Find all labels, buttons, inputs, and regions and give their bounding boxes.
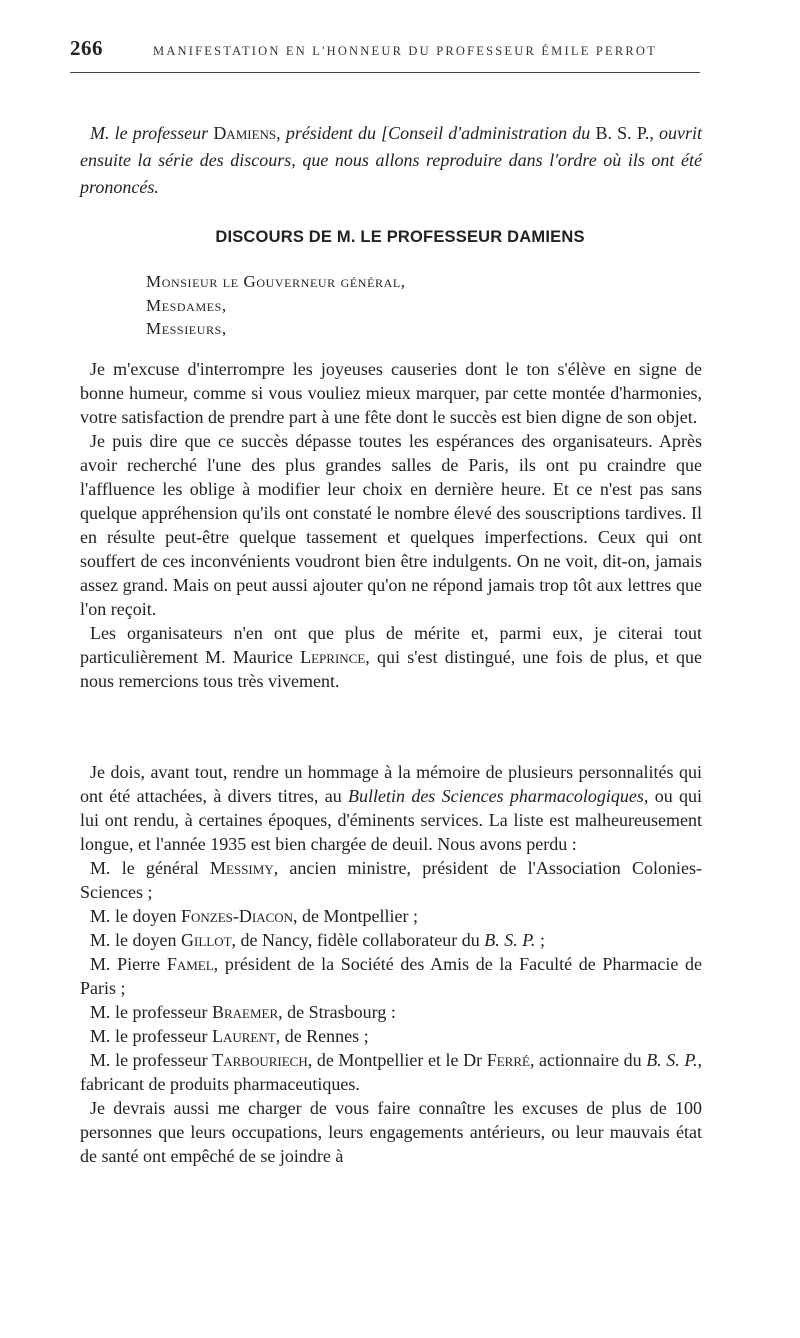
person-description: , ancien ministre, président de l'Association Colonies-Sciences ;	[80, 858, 702, 902]
paragraph-4-journal: Bulletin des Sciences pharmacologiques	[348, 786, 644, 806]
person-name: Famel	[166, 954, 214, 974]
person-end: ;	[535, 930, 545, 950]
person-prefix: M. Pierre	[90, 954, 161, 974]
salutation-line-2: Mesdames,	[146, 295, 227, 315]
person-description: , de Montpellier et le	[307, 1050, 459, 1070]
list-item	[80, 952, 702, 1000]
person-description: , de Nancy, fidèle collaborateur du	[231, 930, 480, 950]
person-prefix: M. le professeur	[90, 1002, 208, 1022]
person-prefix: M. le professeur	[90, 1026, 208, 1046]
paragraph-5: Je devrais aussi me charger de vous faire connaître les excuses de plus de 100 personnes que leurs occupations, leurs engagements antérieurs, ou leur mauvais état de santé ont empêché de se joindre à	[80, 1098, 702, 1166]
person-prefix: M. le professeur	[90, 1050, 208, 1070]
person-prefix: M. le doyen	[90, 906, 177, 926]
person-description: , de Rennes ;	[275, 1026, 369, 1046]
paragraph-4-text-b: , ou qui lui ont rendu, à certaines époques, d'éminents services. La liste est malheureusement longue, et l'année 1935 est bien chargée de deuil. Nous avons perdu :	[80, 786, 702, 854]
person-name: Braemer	[211, 1002, 279, 1022]
header-rule	[70, 72, 700, 73]
salutation-line-1: Monsieur le Gouverneur général,	[146, 272, 406, 291]
paragraph-4	[80, 760, 702, 856]
person-prefix: M. le général	[90, 858, 199, 878]
person-description: , président de la Société des Amis de la Faculté de Pharmacie de Paris ;	[80, 954, 703, 998]
paragraph-1: Je m'excuse d'interrompre les joyeuses causeries dont le ton s'élève en signe de bonne humeur, comme si vous vouliez mieux marquer, par cette montée d'harmonies, votre satisfaction de prendre part à une fête dont le succès est bien digne de son objet.	[80, 359, 702, 427]
person-name: Messimy	[210, 858, 274, 878]
person-name: Fonzes-Diacon	[180, 906, 294, 926]
list-item	[80, 928, 702, 952]
paragraph-3-text-b: , qui s'est distingué, une fois de plus, et que nous remercions tous très vivement.	[80, 647, 703, 691]
paragraph-3	[80, 621, 702, 693]
intro-text-2: , ouvrit ensuite la série des discours, que nous allons reproduire dans l'ordre où ils ont été prononcés.	[80, 123, 702, 197]
intro-m: M. le professeur	[90, 123, 209, 143]
person-description: , de Strasbourg :	[278, 1002, 396, 1022]
page-header	[70, 36, 700, 61]
paragraph-3-text-a: Les organisateurs n'en ont que plus de mérite et, parmi eux, je citerai tout particulièrement M. Maurice	[80, 623, 702, 667]
list-item	[80, 1000, 702, 1024]
intro-bsp: B. S. P.	[595, 123, 650, 143]
salutation	[146, 270, 406, 341]
deceased-list	[80, 856, 702, 1096]
person-journal-ref: B. S. P.	[646, 1050, 698, 1070]
intro-text-1: , président du [Conseil d'administration du	[276, 123, 591, 143]
person-description: , de Montpellier ;	[293, 906, 419, 926]
discourse-title: DISCOURS DE M. LE PROFESSEUR DAMIENS	[215, 228, 585, 246]
paragraph-3-name: Leprince	[300, 647, 366, 667]
paragraph-4-text-a: Je dois, avant tout, rendre un hommage à la mémoire de plusieurs personnalités qui ont été attachées, à divers titres, au	[80, 762, 702, 806]
list-item	[80, 856, 702, 904]
person-name: Laurent	[211, 1026, 276, 1046]
page-number: 266	[70, 36, 103, 60]
salutation-line-3: Messieurs,	[146, 319, 227, 338]
person-description-2: , actionnaire du	[529, 1050, 642, 1070]
person-prefix: M. le doyen	[90, 930, 177, 950]
intro-paragraph	[80, 120, 702, 201]
paragraph-2: Je puis dire que ce succès dépasse toutes les espérances des organisateurs. Après avoir recherché l'une des plus grandes salles de Paris, ils ont pu craindre que l'affluence les oblige à modifier leur choix en dernière heure. Et ce n'est pas sans quelque appréhension qu'ils ont constaté le nombre élevé des souscriptions tardives. Il en résulte peut-être quelque tassement et quelques imperfections. Ceux qui ont souffert de ces inconvénients voudront bien être indulgents. On ne voit, dit-on, jamais assez grand. Mais on peut aussi ajouter qu'on ne répond jamais trop tôt aux lettres que l'on reçoit.	[80, 431, 702, 619]
list-item	[80, 904, 702, 928]
person-name-2: Ferré	[486, 1050, 530, 1070]
list-item	[80, 1048, 702, 1096]
person-journal-ref: B. S. P.	[484, 930, 536, 950]
speech-body-part-1	[80, 357, 702, 693]
list-item	[80, 1024, 702, 1048]
person-title-dr: Dr	[463, 1050, 483, 1070]
running-title: MANIFESTATION EN L'HONNEUR DU PROFESSEUR ÉMILE PERROT	[153, 44, 657, 58]
person-name: Gillot	[180, 930, 232, 950]
person-name: Tarbouriech	[212, 1050, 308, 1070]
intro-name-damiens: Damiens	[213, 123, 277, 143]
speech-body-part-2	[80, 760, 702, 1168]
person-end: , fabricant de produits pharmaceutiques.	[80, 1050, 703, 1094]
